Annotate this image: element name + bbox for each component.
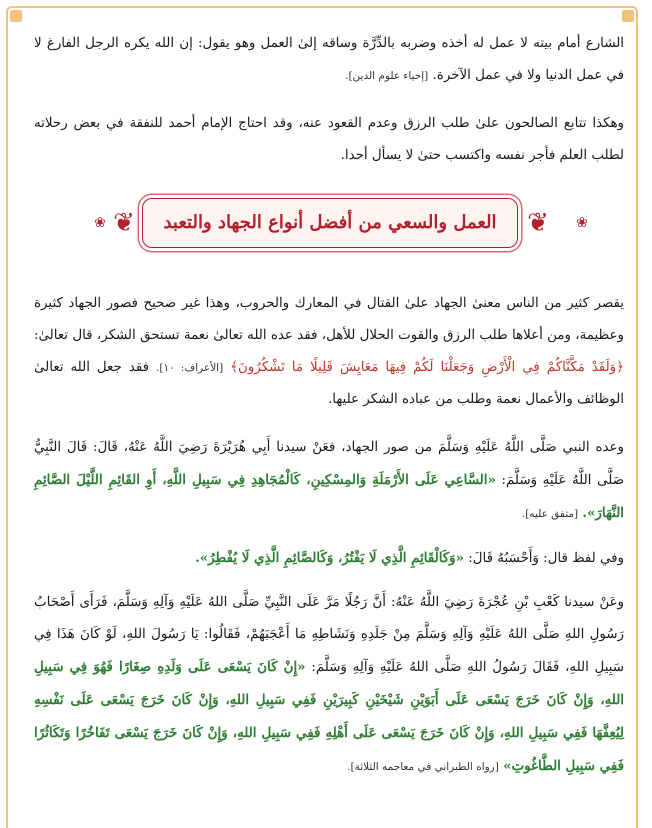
hadith-text: «السَّاعِي عَلَى الأَرْمَلَةِ وَالمِسْكِينِ، كَالْمُجَاهِدِ فِي سَبِيلِ اللَّهِ، أَوِ القَائِمِ اللَّيْلَ الصَّائِمِ النَّهَارَ». [34, 472, 624, 521]
hadith-text: «وَكَالْقَائِمِ الَّذِي لَا يَفْتُرُ، وَكَالصَّائِمِ الَّذِي لَا يُفْطِرُ». [195, 550, 465, 566]
floral-ornament-icon: ❦ [113, 208, 135, 238]
paragraph-6 [34, 587, 624, 783]
floral-ornament-icon: ❦ [527, 208, 549, 238]
source-reference: [الأعراف: ١٠]. [156, 362, 224, 374]
corner-ornament-icon [622, 10, 634, 22]
paragraph-text: الشارع أمام بيته لا عمل له أخذه وضربه بالدِّرَّة وساقه إلىٰ العمل وهو يقول: إن الله يكره الرجل الفارغ لا في عمل الدنيا ولا في عمل الآخرة. [34, 36, 624, 83]
paragraph-2 [34, 108, 624, 172]
floral-ornament-icon: ❀ [94, 215, 106, 231]
paragraph-text: يقصر كثير من الناس معنىٰ الجهاد علىٰ القتال في المعارك والحروب، وهذا غير صحيح فصور الجهاد كثيرة وعظيمة، ومن أعلاها طلب الرزق والقوت الحلال للأهل، فقد عده الله تعالىٰ نعمة تستحق الشكر، قال تعالىٰ: [34, 296, 624, 343]
section-title: العمل والسعي من أفضل أنواع الجهاد والتعبد [163, 212, 497, 233]
corner-ornament-icon [10, 10, 22, 22]
hadith-text: «إِنْ كَانَ يَسْعَى عَلَى وَلَدِهِ صِغَارًا فَهُوَ فِي سَبِيلِ اللهِ، وَإِنْ كَانَ خَرَجَ يَسْعَى عَلَى أَبَوَيْنِ شَيْخَيْنِ كَبِيرَيْنِ فَفِي سَبِيلِ اللهِ، وَإِنْ كَانَ خَرَجَ يَسْعَى عَلَى نَفْسِهِ لِيُعِفَّهَا فَفِي سَبِيلِ اللهِ، وَإِنْ كَانَ خَرَجَ يَسْعَى عَلَى أَهْلِهِ فَفِي سَبِيلِ اللهِ، وَإِنْ كَانَ خَرَجَ يَسْعَى تَفَاخُرًا وَتَكَاثُرًا فَفِي سَبِيلِ الطَّاغُوتِ» [34, 659, 624, 774]
paragraph-5 [34, 542, 624, 575]
page-content [34, 28, 624, 783]
paragraph-text: وفي لفظ قال: وَأَحْسَبُهُ قَالَ: [468, 551, 624, 566]
source-reference: [رواه الطبراني في معاجمه الثلاثة]. [347, 761, 499, 773]
paragraph-3 [34, 288, 624, 416]
source-reference: [متفق عليه]. [521, 508, 579, 520]
paragraph-text: وهكذا تتابع الصالحون علىٰ طلب الرزق وعدم القعود عنه، وقد احتاج الإمام أحمد للنفقة في بعض رحلاته لطلب العلم فأجر نفسه واكتسب حتىٰ لا يسأل أحدا. [34, 116, 624, 163]
section-title-band [34, 176, 624, 274]
paragraph-1 [34, 28, 624, 92]
section-title-box [142, 198, 518, 248]
paragraph-text: وعده النبي صَلَّى اللَّهُ عَلَيْهِ وَسَلَّمَ من صور الجهاد، فعَنْ سيدنا أَبِي هُرَيْرَةَ رَضِيَ اللَّهُ عَنْهُ، قَالَ: قَالَ النَّبِيُّ صَلَّى اللَّهُ عَلَيْهِ وَسَلَّمَ: [34, 440, 624, 488]
paragraph-text: فقد جعل الله تعالىٰ الوظائف والأعمال نعمة وطلب من عباده الشكر عليها. [34, 360, 624, 407]
paragraph-text: وعَنْ سيدنا كَعْبِ بْنِ عُجْرَةَ رَضِيَ اللَّهُ عَنْهُ: أَنَّ رَجُلًا مَرَّ عَلَى النَّبِيِّ صَلَّى اللهُ عَلَيْهِ وَآلِهِ وَسَلَّمَ، فَرَأَى أَصْحَابُ رَسُولِ اللهِ صَلَّى اللهُ عَلَيْهِ وَآلِهِ وَسَلَّمَ مِنْ جَلَدِهِ وَنَشَاطِهِ مَا أَعْجَبَهُمْ، فَقَالُوا: يَا رَسُولَ اللهِ، لَوْ كَانَ هَذَا فِي سَبِيلِ اللهِ، فَقَالَ رَسُولُ اللهِ صَلَّى اللهُ عَلَيْهِ وَآلِهِ وَسَلَّمَ: [34, 595, 624, 675]
quran-verse: ﴿وَلَقَدْ مَكَّنَّاكُمْ فِي الْأَرْضِ وَجَعَلْنَا لَكُمْ فِيهَا مَعَايِشَ قَلِيلًا مَا تَشْكُرُونَ﴾ [230, 360, 624, 375]
source-reference: [إحياء علوم الدين]. [345, 70, 429, 82]
paragraph-4 [34, 432, 624, 530]
floral-ornament-icon: ❀ [576, 215, 588, 231]
